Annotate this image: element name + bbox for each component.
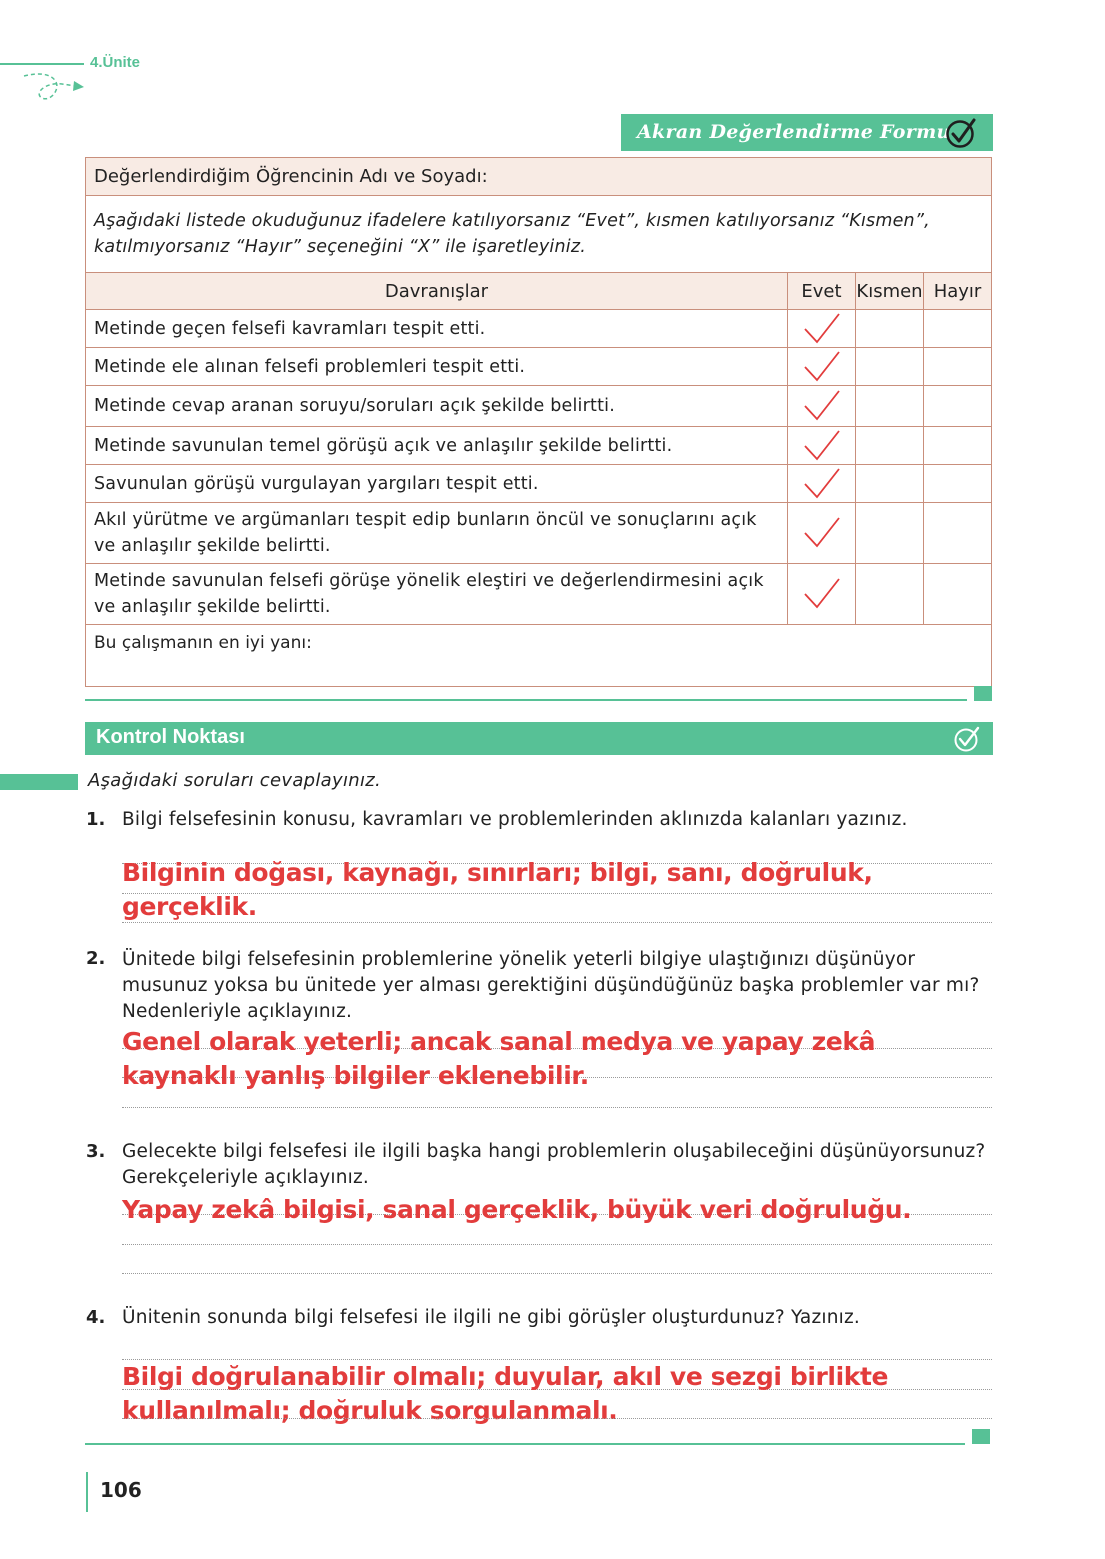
yes-cell[interactable]: [788, 564, 856, 625]
divider-line: [85, 1443, 965, 1445]
yes-cell[interactable]: [788, 427, 856, 465]
column-header-yes: Evet: [788, 273, 856, 310]
column-header-behaviors: Davranışlar: [86, 273, 788, 310]
question-text: Bilgi felsefesinin konusu, kavramları ve problemlerinden aklınızda kalanları yazınız.: [122, 809, 908, 830]
behavior-text: Metinde geçen felsefi kavramları tespit etti.: [86, 310, 788, 348]
column-header-no: Hayır: [924, 273, 992, 310]
question-text: Gelecekte bilgi felsefesi ile ilgili başka hangi problemlerin oluşabileceğini düşünüyorsunuz? Gerekçeleriyle açıklayınız.: [122, 1141, 986, 1188]
no-cell[interactable]: [924, 427, 992, 465]
form-title: Akran Değerlendirme Formu: [637, 121, 951, 143]
column-header-partly: Kısmen: [856, 273, 924, 310]
side-tab-marker: [0, 774, 78, 790]
partly-cell[interactable]: [856, 348, 924, 386]
form-instruction: Aşağıdaki listede okuduğunuz ifadelere katılıyorsanız “Evet”, kısmen katılıyorsanız “Kısmen”, katılmıyorsanız “Hayır” seçeneğini “X” ile işaretleyiniz.: [86, 196, 992, 273]
page-number-bar: [86, 1472, 88, 1512]
table-row: [86, 386, 992, 427]
unit-line: [0, 63, 84, 65]
no-cell[interactable]: [924, 310, 992, 348]
no-cell[interactable]: [924, 386, 992, 427]
peer-evaluation-table: [85, 157, 992, 687]
no-cell[interactable]: [924, 465, 992, 503]
dashed-arrow-icon: [22, 72, 86, 106]
table-row: [86, 310, 992, 348]
behavior-text: Metinde ele alınan felsefi problemleri tespit etti.: [86, 348, 788, 386]
answer-line: [122, 922, 992, 923]
answer-text: Genel olarak yeterli; ancak sanal medya ve yapay zekâ kaynaklı yanlış bilgiler eklenebilir.: [122, 1027, 876, 1090]
question-number: 3.: [86, 1141, 106, 1162]
partly-cell[interactable]: [856, 465, 924, 503]
page-number: 106: [100, 1478, 142, 1502]
yes-cell[interactable]: [788, 503, 856, 564]
question-number: 4.: [86, 1307, 106, 1328]
check-circle-icon: [945, 117, 977, 149]
answer-line: [122, 1418, 992, 1419]
partly-cell[interactable]: [856, 503, 924, 564]
answer-line: [122, 1244, 992, 1245]
no-cell[interactable]: [924, 564, 992, 625]
question-text: Ünitede bilgi felsefesinin problemlerine yönelik yeterli bilgiye ulaştığınızı düşünüyor musunuz yoksa bu ünitede yer alması gerektiğini düşündüğünüz başka problemler var mı? Nedenleriyle açıklayınız.: [122, 949, 980, 1022]
control-instruction: Aşağıdaki soruları cevaplayınız.: [88, 770, 382, 791]
unit-label: 4.Ünite: [90, 54, 141, 71]
answer-line: [122, 893, 992, 894]
table-row: [86, 348, 992, 386]
behavior-text: Metinde savunulan temel görüşü açık ve anlaşılır şekilde belirtti.: [86, 427, 788, 465]
table-row: [86, 503, 992, 564]
answer-text: Bilgi doğrulanabilir olmalı; duyular, akıl ve sezgi birlikte kullanılmalı; doğruluk sorgulanmalı.: [122, 1362, 889, 1425]
table-row: [86, 465, 992, 503]
partly-cell[interactable]: [856, 310, 924, 348]
student-name-label: Değerlendirdiğim Öğrencinin Adı ve Soyadı:: [86, 158, 992, 196]
form-title-banner: [621, 114, 993, 151]
divider-line: [85, 699, 967, 701]
no-cell[interactable]: [924, 503, 992, 564]
best-side-label: Bu çalışmanın en iyi yanı:: [86, 625, 992, 687]
red-check-icon: [802, 350, 842, 384]
question-number: 1.: [86, 809, 106, 830]
red-check-icon: [802, 312, 842, 346]
yes-cell[interactable]: [788, 310, 856, 348]
partly-cell[interactable]: [856, 564, 924, 625]
yes-cell[interactable]: [788, 348, 856, 386]
answer-text: Yapay zekâ bilgisi, sanal gerçeklik, büyük veri doğruluğu.: [122, 1195, 912, 1224]
red-check-icon: [802, 389, 842, 423]
partly-cell[interactable]: [856, 386, 924, 427]
control-point-title: Kontrol Noktası: [96, 726, 245, 748]
control-point-banner: [85, 722, 993, 755]
partly-cell[interactable]: [856, 427, 924, 465]
red-check-icon: [802, 429, 842, 463]
behavior-text: Metinde cevap aranan soruyu/soruları açık şekilde belirtti.: [86, 386, 788, 427]
table-row: [86, 427, 992, 465]
question-text: Ünitenin sonunda bilgi felsefesi ile ilgili ne gibi görüşler oluşturdunuz? Yazınız.: [122, 1307, 860, 1328]
behavior-text: Metinde savunulan felsefi görüşe yönelik eleştiri ve değerlendirmesini açık ve anlaşılır şekilde belirtti.: [86, 564, 788, 625]
red-check-icon: [802, 516, 842, 550]
answer-text: Bilginin doğası, kaynağı, sınırları; bilgi, sanı, doğruluk, gerçeklik.: [122, 858, 873, 921]
question-number: 2.: [86, 948, 106, 969]
answer-line: [122, 1273, 992, 1274]
yes-cell[interactable]: [788, 465, 856, 503]
check-circle-icon: [953, 725, 981, 753]
yes-cell[interactable]: [788, 386, 856, 427]
red-check-icon: [802, 577, 842, 611]
red-check-icon: [802, 467, 842, 501]
table-row: [86, 564, 992, 625]
divider-square: [974, 686, 992, 701]
divider-square: [972, 1429, 990, 1444]
answer-line: [122, 1107, 992, 1108]
no-cell[interactable]: [924, 348, 992, 386]
behavior-text: Akıl yürütme ve argümanları tespit edip bunların öncül ve sonuçlarını açık ve anlaşılır şekilde belirtti.: [86, 503, 788, 564]
behavior-text: Savunulan görüşü vurgulayan yargıları tespit etti.: [86, 465, 788, 503]
